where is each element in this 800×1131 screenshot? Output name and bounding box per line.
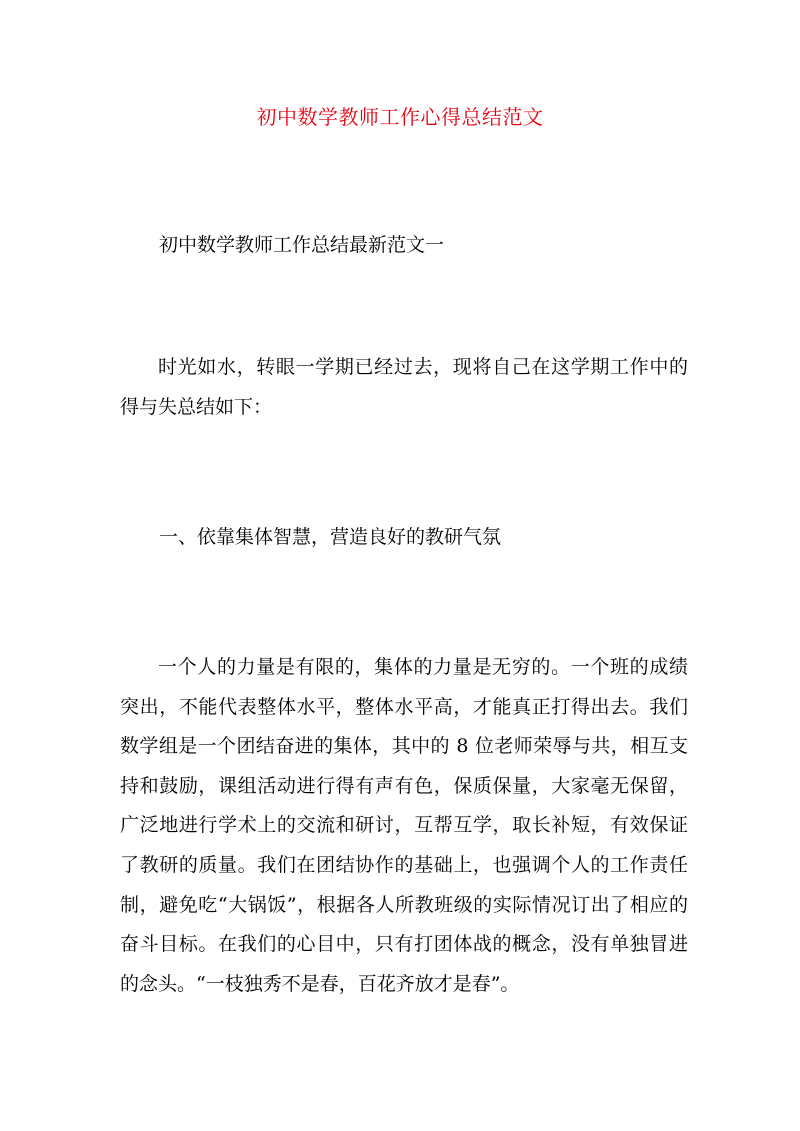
document-subtitle: 初中数学教师工作总结最新范文一 <box>159 234 445 256</box>
section-paragraph-1: 一个人的力量是有限的，集体的力量是无穷的。一个班的成绩突出，不能代表整体水平，整体水平高，才能真正打得出去。我们数学组是一个团结奋进的集体，其中的 8 位老师荣辱与共，相互支持和鼓励，课组活动进行得有声有色，保质保量，大家毫无保留，广泛地进行学术上的交流和研讨，互帮互学，取长补短，有效保证了教研的质量。我们在团结协作的基础上，也强调个人的工作责任制，避免吃“大锅饭”，根据各人所教班级的实际情况订出了相应的奋斗目标。在我们的心目中，只有打团体战的概念，没有单独冒进的念头。“一枝独秀不是春，百花齐放才是春”。 <box>120 656 688 995</box>
document-title: 初中数学教师工作心得总结范文 <box>256 105 544 129</box>
section-heading-1: 一、依靠集体智慧，营造良好的教研气氛 <box>159 526 502 548</box>
intro-paragraph: 时光如水，转眼一学期已经过去，现将自己在这学期工作中的得与失总结如下： <box>120 356 688 418</box>
